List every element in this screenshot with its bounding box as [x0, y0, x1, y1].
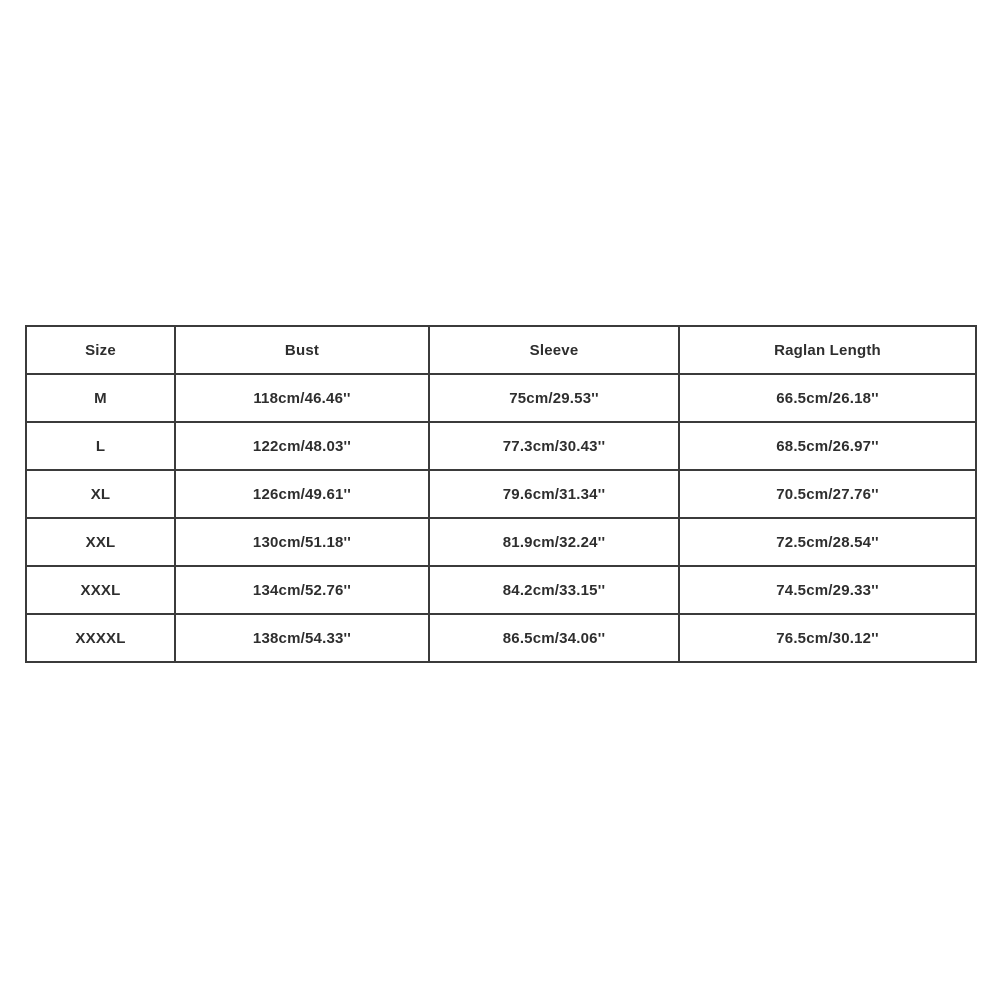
table-row [26, 566, 976, 614]
col-header-raglan-length: Raglan Length [679, 326, 976, 374]
bust-cell: 122cm/48.03'' [175, 422, 429, 470]
raglan-length-cell: 70.5cm/27.76'' [679, 470, 976, 518]
sleeve-cell: 86.5cm/34.06'' [429, 614, 679, 662]
header-row [26, 326, 976, 374]
sleeve-cell: 81.9cm/32.24'' [429, 518, 679, 566]
raglan-length-cell: 68.5cm/26.97'' [679, 422, 976, 470]
size-cell: XL [26, 470, 175, 518]
size-cell: M [26, 374, 175, 422]
table-row [26, 518, 976, 566]
bust-cell: 118cm/46.46'' [175, 374, 429, 422]
raglan-length-cell: 72.5cm/28.54'' [679, 518, 976, 566]
size-cell: XXXXL [26, 614, 175, 662]
table-row [26, 422, 976, 470]
col-header-sleeve: Sleeve [429, 326, 679, 374]
table-row [26, 614, 976, 662]
size-cell: L [26, 422, 175, 470]
bust-cell: 126cm/49.61'' [175, 470, 429, 518]
sleeve-cell: 79.6cm/31.34'' [429, 470, 679, 518]
size-chart-table [25, 325, 977, 663]
bust-cell: 130cm/51.18'' [175, 518, 429, 566]
bust-cell: 134cm/52.76'' [175, 566, 429, 614]
table-row [26, 470, 976, 518]
raglan-length-cell: 66.5cm/26.18'' [679, 374, 976, 422]
size-cell: XXL [26, 518, 175, 566]
raglan-length-cell: 76.5cm/30.12'' [679, 614, 976, 662]
raglan-length-cell: 74.5cm/29.33'' [679, 566, 976, 614]
size-cell: XXXL [26, 566, 175, 614]
sleeve-cell: 77.3cm/30.43'' [429, 422, 679, 470]
bust-cell: 138cm/54.33'' [175, 614, 429, 662]
sleeve-cell: 84.2cm/33.15'' [429, 566, 679, 614]
sleeve-cell: 75cm/29.53'' [429, 374, 679, 422]
table-row [26, 374, 976, 422]
col-header-size: Size [26, 326, 175, 374]
col-header-bust: Bust [175, 326, 429, 374]
